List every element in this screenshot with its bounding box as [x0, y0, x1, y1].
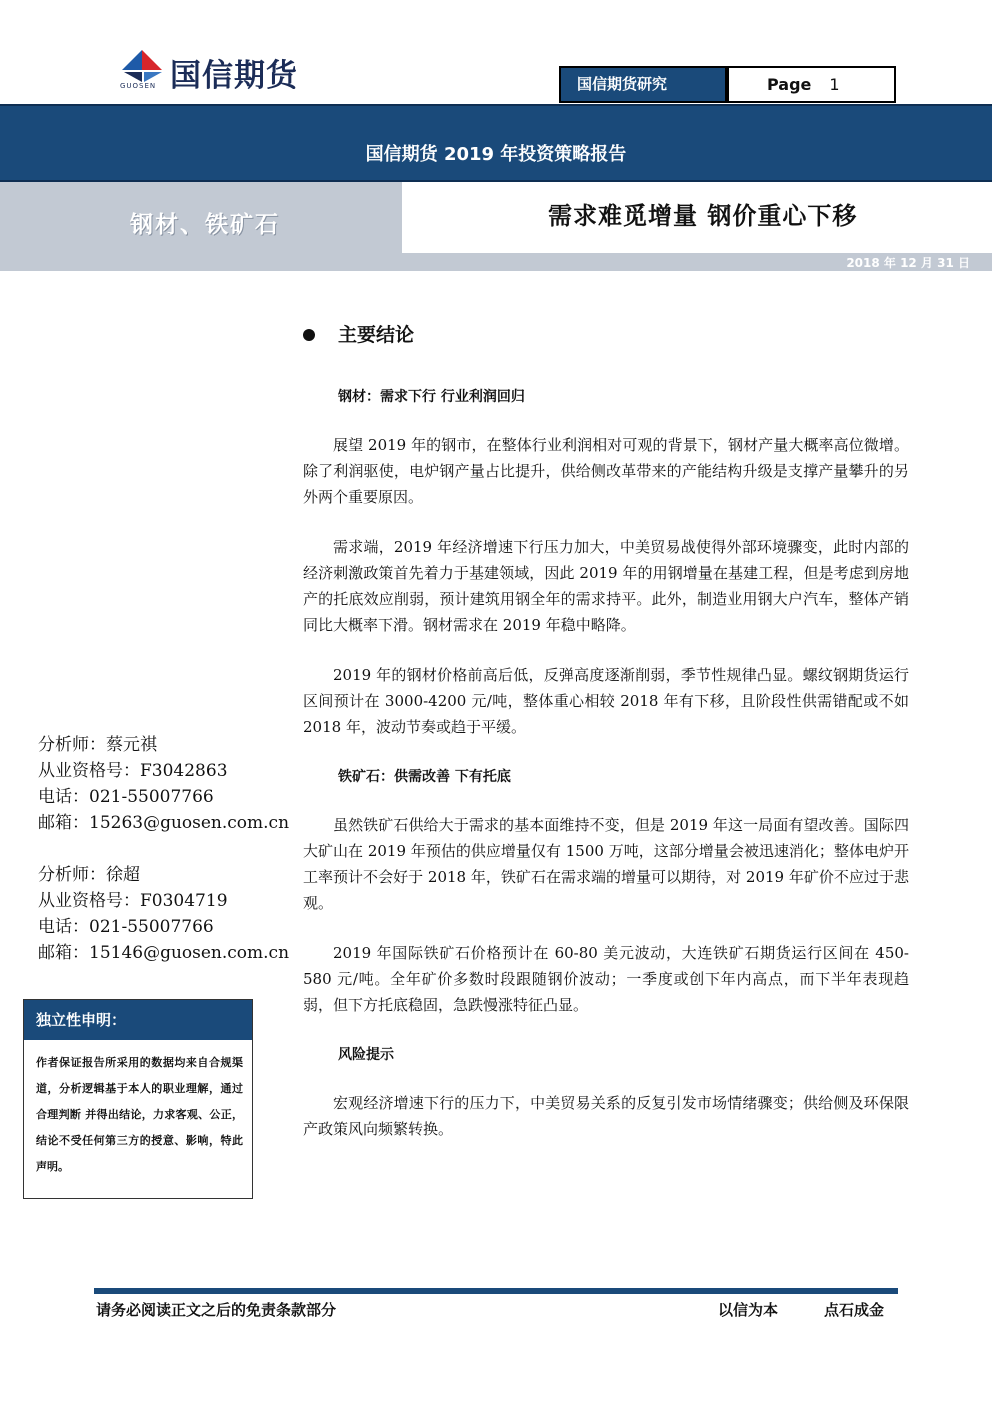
footer-motto-2: 点石成金	[824, 1301, 885, 1319]
ore-subtitle: 铁矿石：供需改善 下有托底	[338, 769, 511, 785]
steel-subtitle: 钢材：需求下行 行业利润回归	[338, 389, 525, 405]
analyst-1-email[interactable]: 邮箱：15263@guosen.com.cn	[38, 813, 290, 833]
ore-paragraph-1: 虽然铁矿石供给大于需求的基本面维持不变，但是 2019 年这一局面有望改善。国际四大矿山在 2019 年预估的供应增量仅有 1500 万吨，这部分增量会被迅速消化；整体电炉开工率预计不会好于 2018 年，铁矿石在需求端的增量可以期待，对 2019 年矿价不应过于悲观。	[303, 816, 909, 912]
page-indicator	[727, 66, 896, 103]
category-label: 钢材、铁矿石	[130, 212, 280, 238]
steel-paragraph-1: 展望 2019 年的钢市，在整体行业利润相对可观的背景下，钢材产量大概率高位微增。除了利润驱使，电炉钢产量占比提升，供给侧改革带来的产能结构升级是支撑产量攀升的另外两个重要原因。	[303, 436, 909, 506]
steel-paragraph-3: 2019 年的钢材价格前高后低，反弹高度逐渐削弱，季节性规律凸显。螺纹钢期货运行区间预计在 3000-4200 元/吨，整体重心相较 2018 年有下移，且阶段性供需错配或不如 2018 年，波动节奏或趋于平缓。	[303, 666, 909, 736]
disclaimer-text: 作者保证报告所采用的数据均来自合规渠道，分析逻辑基于本人的职业理解，通过合理判断 并得出结论，力求客观、公正，结论不受任何第三方的授意、影响，特此声明。	[36, 1056, 243, 1173]
analyst-1-phone: 电话：021-55007766	[38, 787, 214, 807]
analyst-2-name: 分析师：徐超	[38, 865, 140, 885]
analyst-1-name: 分析师：蔡元祺	[38, 735, 157, 755]
report-date: 2018 年 12 月 31 日	[846, 256, 970, 270]
footer-rule	[94, 1288, 898, 1294]
date-bar	[0, 253, 992, 271]
steel-paragraph-2: 需求端，2019 年经济增速下行压力加大，中美贸易战使得外部环境骤变，此时内部的经济刺激政策首先着力于基建领域，因此 2019 年的用钢增量在基建工程，但是考虑到房地产的托底效应削弱，预计建筑用钢全年的需求持平。此外，制造业用钢大户汽车，整体产销同比大概率下滑。钢材需求在 2019 年稳中略降。	[303, 538, 909, 634]
risk-subtitle: 风险提示	[338, 1047, 394, 1063]
logo-sub: GUOSEN	[120, 82, 157, 90]
analyst-2-phone: 电话：021-55007766	[38, 917, 214, 937]
section-title: 主要结论	[338, 324, 415, 346]
dept-label: 国信期货研究	[559, 66, 727, 103]
analyst-2-cert: 从业资格号：F0304719	[38, 891, 228, 911]
analyst-2-email[interactable]: 邮箱：15146@guosen.com.cn	[38, 943, 290, 963]
page-number: 1	[829, 75, 840, 94]
disclaimer-title: 独立性申明：	[24, 1000, 252, 1040]
analyst-1-cert: 从业资格号：F3042863	[38, 761, 228, 781]
bullet-icon	[303, 329, 315, 341]
footer-motto-1: 以信为本	[718, 1301, 779, 1319]
report-title: 国信期货 2019 年投资策略报告	[365, 144, 627, 165]
logo-name: 国信期货	[170, 58, 298, 94]
risk-paragraph: 宏观经济增速下行的压力下，中美贸易关系的反复引发市场情绪骤变；供给侧及环保限产政策风向频繁转换。	[303, 1094, 909, 1138]
headline: 需求难觅增量 钢价重心下移	[548, 202, 858, 230]
page-label: Page	[767, 75, 812, 94]
ore-paragraph-2: 2019 年国际铁矿石价格预计在 60-80 美元波动，大连铁矿石期货运行区间在 450-580 元/吨。全年矿价多数时段跟随钢价波动；一季度或创下年内高点，而下半年表现趋弱，但下方托底稳固，急跌慢涨特征凸显。	[303, 944, 909, 1014]
footer-notice: 请务必阅读正文之后的免责条款部分	[96, 1301, 337, 1319]
